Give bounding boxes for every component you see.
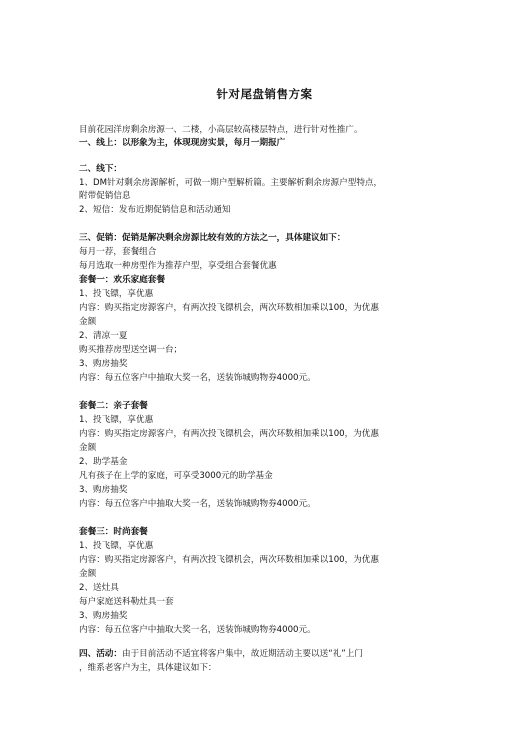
body-line: 凡有孩子在上学的家庭，可享受3000元的助学基金 (79, 471, 273, 481)
body-line: 2、助学基金 (79, 457, 128, 467)
activity-text: 由于目前活动不适宜将客户集中，故近期活动主要以送“礼”上门 (121, 649, 363, 659)
body-line: 内容：每五位客户中抽取大奖一名，送装饰城购物券4000元。 (79, 625, 316, 635)
body-line: 3、购房抽奖 (79, 359, 128, 369)
package-heading-2: 套餐二：亲子套餐 (79, 401, 148, 411)
body-line: 内容：每五位客户中抽取大奖一名，送装饰城购物券4000元。 (79, 499, 316, 509)
body-line: 内容：购买指定房源客户，有两次投飞镖机会，两次环数相加乘以100，为优惠 (79, 555, 379, 565)
body-line: 1、投飞镖，享优惠 (79, 541, 154, 551)
body-line: 2、短信：发布近期促销信息和活动通知 (79, 205, 231, 215)
package-heading-1: 套餐一：欢乐家庭套餐 (79, 275, 165, 285)
body-line: 附带促销信息 (79, 191, 131, 201)
section-heading-promotion: 三、促销：促销是解决剩余房源比较有效的方法之一，具体建议如下： (79, 233, 346, 243)
body-line: 1、投飞镖，享优惠 (79, 289, 154, 299)
body-line: 2、清凉一夏 (79, 331, 128, 341)
body-line: 金额 (79, 443, 97, 453)
body-line: 2、送灶具 (79, 583, 119, 593)
section-heading-activity (79, 648, 451, 661)
body-line: 金额 (79, 317, 97, 327)
document-title: 针对尾盘销售方案 (216, 87, 313, 101)
body-line: 1、DM针对剩余房源解析，可做一期户型解析篇。主要解析剩余房源户型特点， (79, 178, 383, 188)
body-line: 每户家庭送科勒灶具一套 (79, 597, 174, 607)
body-line: 内容：购买指定房源客户，有两次投飞镖机会，两次环数相加乘以100，为优惠 (79, 303, 379, 313)
body-line: 每月选取一种房型作为推荐户型，享受组合套餐优惠 (79, 261, 277, 271)
section-heading-offline: 二、线下： (79, 164, 122, 174)
body-line: ，维系老客户为主，具体建议如下： (79, 663, 217, 673)
intro-line: 目前花园洋房剩余房源一、二楼，小高层较高楼层特点，进行针对性推广。 (79, 125, 363, 135)
package-heading-3: 套餐三：时尚套餐 (79, 527, 148, 537)
body-line: 3、购房抽奖 (79, 611, 128, 621)
body-line: 金额 (79, 569, 97, 579)
body-line: 1、投飞镖，享优惠 (79, 415, 154, 425)
section-heading-online: 一、线上：以形象为主，体现现房实景，每月一期报广 (79, 138, 286, 148)
body-line: 内容：每五位客户中抽取大奖一名，送装饰城购物券4000元。 (79, 373, 316, 383)
body-line: 3、购房抽奖 (79, 485, 128, 495)
activity-label: 四、活动： (79, 649, 122, 659)
body-line: 每月一荐，套餐组合 (79, 247, 157, 257)
body-line: 购买推荐房型送空调一台； (79, 345, 183, 355)
body-line: 内容：购买指定房源客户，有两次投飞镖机会，两次环数相加乘以100，为优惠 (79, 429, 379, 439)
